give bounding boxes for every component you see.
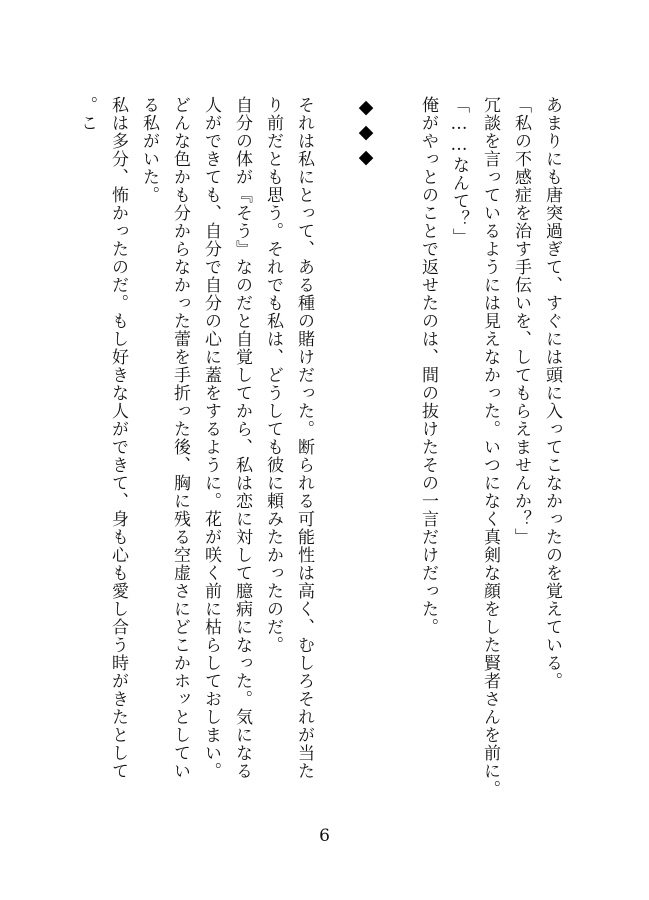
dialogue-line: 「私の不感症を治す手伝いを、してもらえませんか？」 bbox=[511, 96, 531, 546]
blank-line bbox=[381, 96, 412, 796]
blank-line bbox=[319, 96, 350, 796]
scene-break-separator: ◆◆◆ bbox=[355, 96, 377, 171]
paragraph: それは私にとって、ある種の賭けだった。断られる可能性は高く、むしろそれが当たり前だとも思う。それでも私は、どうしても彼に頼みたかったのだ。 bbox=[263, 96, 314, 780]
paragraph: 私は多分、怖かったのだ。もし好きな人ができて、身も心も愛し合う時がきたとして。こ bbox=[77, 96, 128, 780]
dialogue-line: 「……なんて？」 bbox=[449, 96, 469, 246]
text-line: 冗談を言っているようには見えなかった。いつになく真剣な顔をした賢者さんを前に。 bbox=[480, 96, 500, 798]
text-line: 俺がやっとのことで返せたのは、間の抜けたその一言だけだった。 bbox=[418, 96, 438, 636]
page-number: 6 bbox=[319, 826, 330, 846]
text-line: あまりにも唐突過ぎて、すぐには頭に入ってこなかったのを覚えている。 bbox=[542, 96, 562, 690]
paragraph: 自分の体が『そう』なのだと自覚してから、私は恋に対して臆病になった。気になる人ができても、自分で自分の心に蓋をするように。花が咲く前に枯らしておしまい。どんな色かも分からなかった蕾を手折った後、胸に残る空虚さにどこかホッとしている私がいた。 bbox=[139, 96, 252, 780]
body-text bbox=[71, 96, 567, 796]
